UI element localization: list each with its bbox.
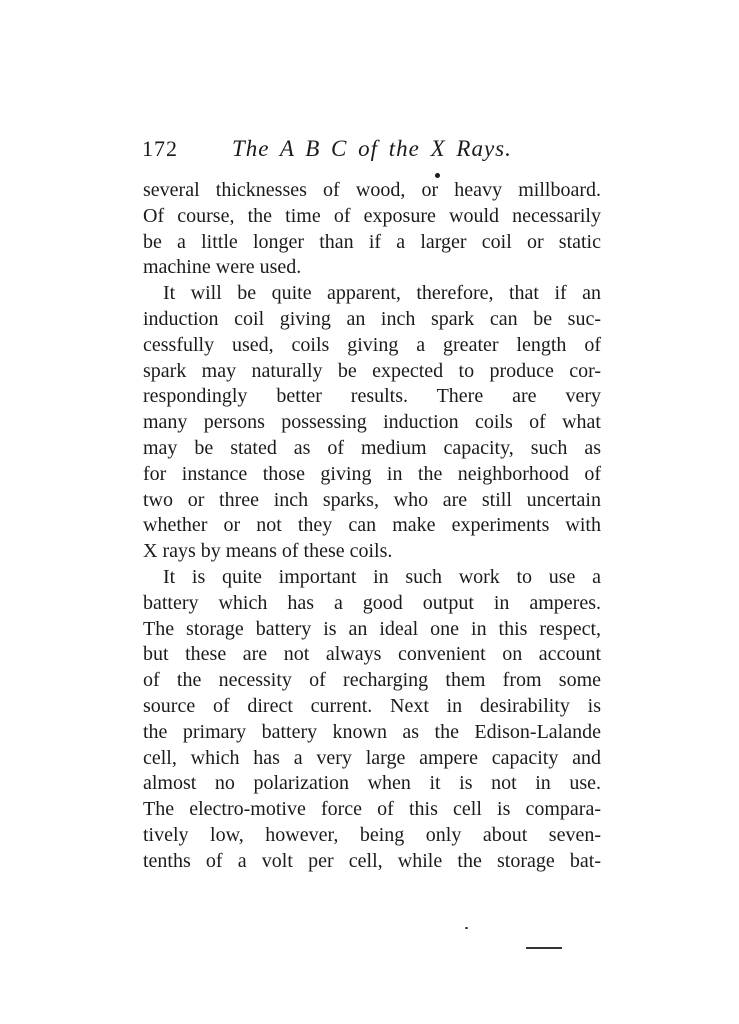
text-line: source of direct current. Next in desirability is <box>143 694 601 717</box>
text-line: respondingly better results. There are very <box>143 385 601 408</box>
text-line: several thicknesses of wood, or heavy millboard. <box>143 179 601 201</box>
text-line: Of course, the time of exposure would necessarily <box>143 204 601 227</box>
text-line: spark may naturally be expected to produce cor- <box>143 359 601 382</box>
text-line: induction coil giving an inch spark can be suc- <box>143 307 601 330</box>
text-line: the primary battery known as the Edison-Lalande <box>143 720 601 743</box>
text-line: It will be quite apparent, therefore, that if an <box>163 282 601 305</box>
body-text <box>143 178 601 875</box>
text-line: cessfully used, coils giving a greater length of <box>143 333 601 356</box>
text-line: It is quite important in such work to use a <box>163 565 601 588</box>
page-number: 172 <box>142 136 178 161</box>
ink-rule-mark <box>526 947 562 949</box>
text-line: but these are not always convenient on account <box>143 643 601 666</box>
text-line: of the necessity of recharging them from some <box>143 669 601 692</box>
page-header <box>142 136 602 166</box>
text-line: The electro-motive force of this cell is compara- <box>143 798 601 821</box>
text-line: two or three inch sparks, who are still uncertain <box>143 488 601 511</box>
text-line: X rays by means of these coils. <box>143 540 393 563</box>
text-line: The storage battery is an ideal one in this respect, <box>143 617 601 640</box>
text-line: whether or not they can make experiments with <box>143 514 601 537</box>
text-line: may be stated as of medium capacity, such as <box>143 436 601 459</box>
text-line: machine were used. <box>143 256 302 279</box>
ink-speck <box>465 927 468 929</box>
text-line: tively low, however, being only about seven- <box>143 823 601 846</box>
text-line: be a little longer than if a larger coil or static <box>143 230 601 253</box>
running-title: The A B C of the X Rays. <box>232 136 512 161</box>
text-line: cell, which has a very large ampere capacity and <box>143 746 601 769</box>
text-line: many persons possessing induction coils of what <box>143 411 601 434</box>
text-line: tenths of a volt per cell, while the storage bat- <box>143 849 601 872</box>
text-line: for instance those giving in the neighborhood of <box>143 462 601 485</box>
text-line: battery which has a good output in amperes. <box>143 591 601 614</box>
text-line: almost no polarization when it is not in use. <box>143 772 601 795</box>
